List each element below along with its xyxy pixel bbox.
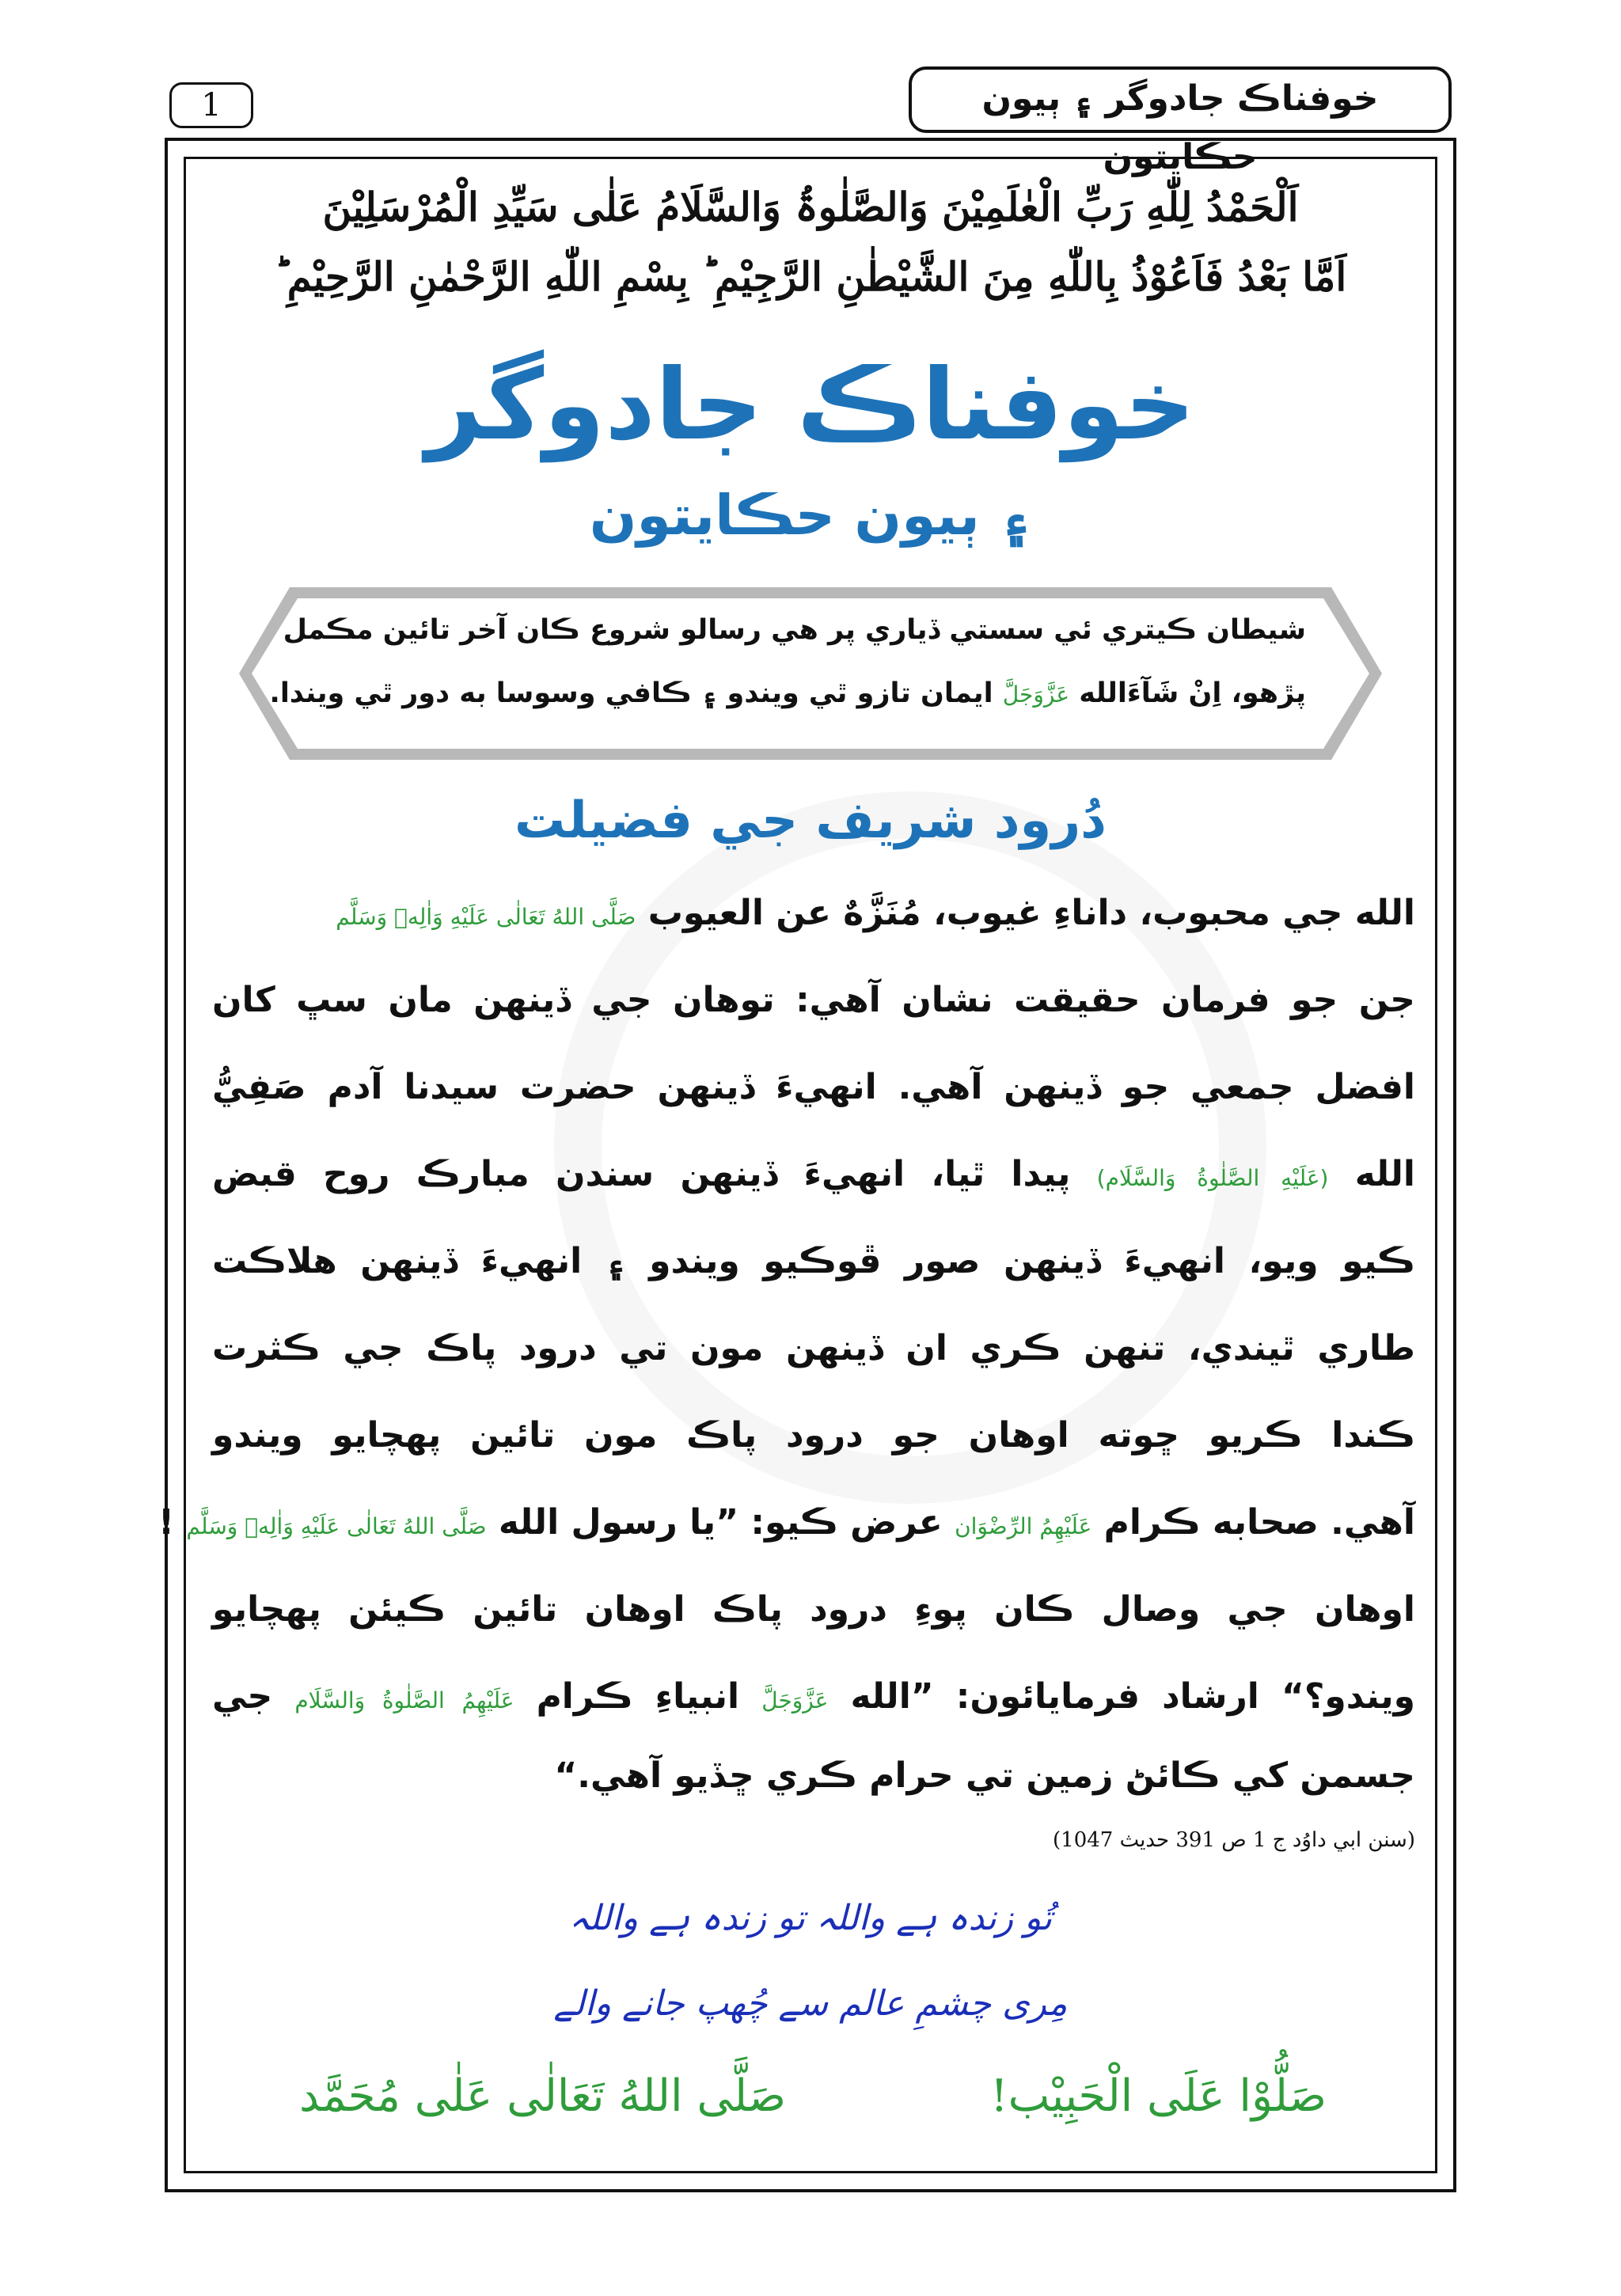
body-line-10-end: جي: [212, 1676, 273, 1717]
book-subtitle: ۽ ٻيون حڪايتون: [589, 483, 1032, 548]
closing-salutation-right: صَلُّوْا عَلَى الْحَبِيْب!: [990, 2070, 1327, 2122]
invocation-line-2: اَمَّا بَعْدُ فَاَعُوْذُ بِاللّٰهِ مِنَ الشَّیْطٰنِ الرَّجِیْمِ ؕ بِسْمِ اللّٰهِ الرَّحْمٰنِ الرَّحِیْمِ ؕ: [274, 253, 1347, 300]
honorific-text: عَزَّوَجَلَّ: [1002, 681, 1070, 708]
notice-line-2-part-2: ايمان تازو ٿي ويندو ۽ ڪافي وسوسا به دور ٿي ويندا.: [269, 677, 993, 709]
body-line-10-mid: انبياءِ ڪرام: [536, 1676, 740, 1717]
honorific-text: عَلَيْهِمُ الصَّلٰوةُ وَالسَّلَام: [294, 1687, 514, 1713]
honorific-text: صَلَّى اللهُ تَعَالٰى عَلَيْهِ وَاٰلِهٖ وَسَلَّم: [186, 1513, 487, 1539]
hadith-citation: (سنن ابي داوُد ج 1 ص 391 حديث 1047): [1053, 1828, 1415, 1852]
body-line-7: ڪندا ڪريو ڇوته اوهان جو درود پاڪ مون تائين پهچايو ويندو: [212, 1415, 1415, 1455]
body-line-4: [212, 1154, 1415, 1194]
running-title: خوفناڪ جادوگر ۽ ٻيون حڪايتون: [909, 66, 1452, 133]
body-line-9: اوهان جي وصال ڪان پوءِ درود پاڪ اوهان تائين ڪيئن پهچايو: [212, 1589, 1415, 1630]
honorific-text: صَلَّى اللهُ تَعَالٰى عَلَيْهِ وَاٰلِهٖ وَسَلَّم: [336, 904, 636, 930]
book-title: خوفناڪ جادوگر: [425, 348, 1196, 462]
invocation-line-1: اَلْحَمْدُ لِلّٰهِ رَبِّ الْعٰلَمِیْنَ وَالصَّلٰوۃُ وَالسَّلَامُ عَلٰی سَیِّدِ الْمُرْسَلِیْنَ: [322, 184, 1299, 230]
notice-line-2: [269, 677, 1306, 709]
honorific-text: عَلَيْهِمُ الرِّضْوَان: [955, 1513, 1092, 1539]
body-line-6: طاري ٿيندي، تنهن ڪري ان ڏينهن مون تي درود پاڪ جي ڪثرت: [212, 1328, 1415, 1368]
notice-line-2-part-1: پڙهو، اِنْ شَآءَالله: [1079, 677, 1306, 709]
body-line-1-text: الله جي محبوب، داناءِ غيوب، مُنَزَّهٌ عن العيوب: [647, 893, 1415, 933]
body-line-11: جسمن کي ڪائڻ زمين تي حرام ڪري ڇڏيو آهي.“: [554, 1755, 1415, 1796]
page-number: 1: [169, 82, 253, 128]
body-line-5: ڪيو ويو، انهيءَ ڏينهن صور ڦوڪيو ويندو ۽ انهيءَ ڏينهن هلاڪت: [212, 1241, 1415, 1281]
body-line-8: [158, 1502, 1415, 1543]
closing-salutation-left: صَلَّى اللهُ تَعَالٰى عَلٰى مُحَمَّد: [299, 2070, 787, 2122]
body-line-1: [212, 893, 1415, 933]
poem-line-1: تُو زندہ ہے واللہ تو زندہ ہے واللہ: [568, 1898, 1053, 1938]
body-line-8-start: آهي. صحابه ڪرام: [1103, 1502, 1415, 1543]
body-line-8-mid: عرض ڪيو: ”يا رسول الله: [498, 1502, 943, 1543]
body-line-8-end: !: [158, 1502, 175, 1543]
poem-line-2: مِری چشمِ عالم سے چُھپ جانے والے: [553, 1983, 1068, 2024]
body-line-4-end: پيدا ٿيا، انهيءَ ڏينهن سندن مبارڪ روح قبض: [212, 1154, 1071, 1194]
body-line-4-start: الله: [1354, 1154, 1416, 1194]
body-line-2: جن جو فرمان حقيقت نشان آهي: توهان جي ڏينهن مان سڀ کان: [212, 980, 1415, 1020]
body-line-3: افضل جمعي جو ڏينهن آهي. انهيءَ ڏينهن حضرت سيدنا آدم صَفِيُّ: [212, 1067, 1415, 1107]
notice-line-1: شيطان ڪيتري ئي سستي ڏياري پر هي رسالو شروع ڪان آخر تائين مڪمل: [283, 614, 1306, 646]
section-heading: دُرود شريف جي فضيلت: [514, 791, 1107, 850]
body-line-10-start: ويندو؟“ ارشاد فرمايائون: ”الله: [850, 1676, 1416, 1717]
honorific-text: عَزَّوَجَلَّ: [761, 1687, 829, 1713]
body-line-10: [212, 1676, 1415, 1717]
honorific-text: (عَلَيْهِ الصَّلٰوةُ وَالسَّلَام): [1096, 1165, 1329, 1191]
